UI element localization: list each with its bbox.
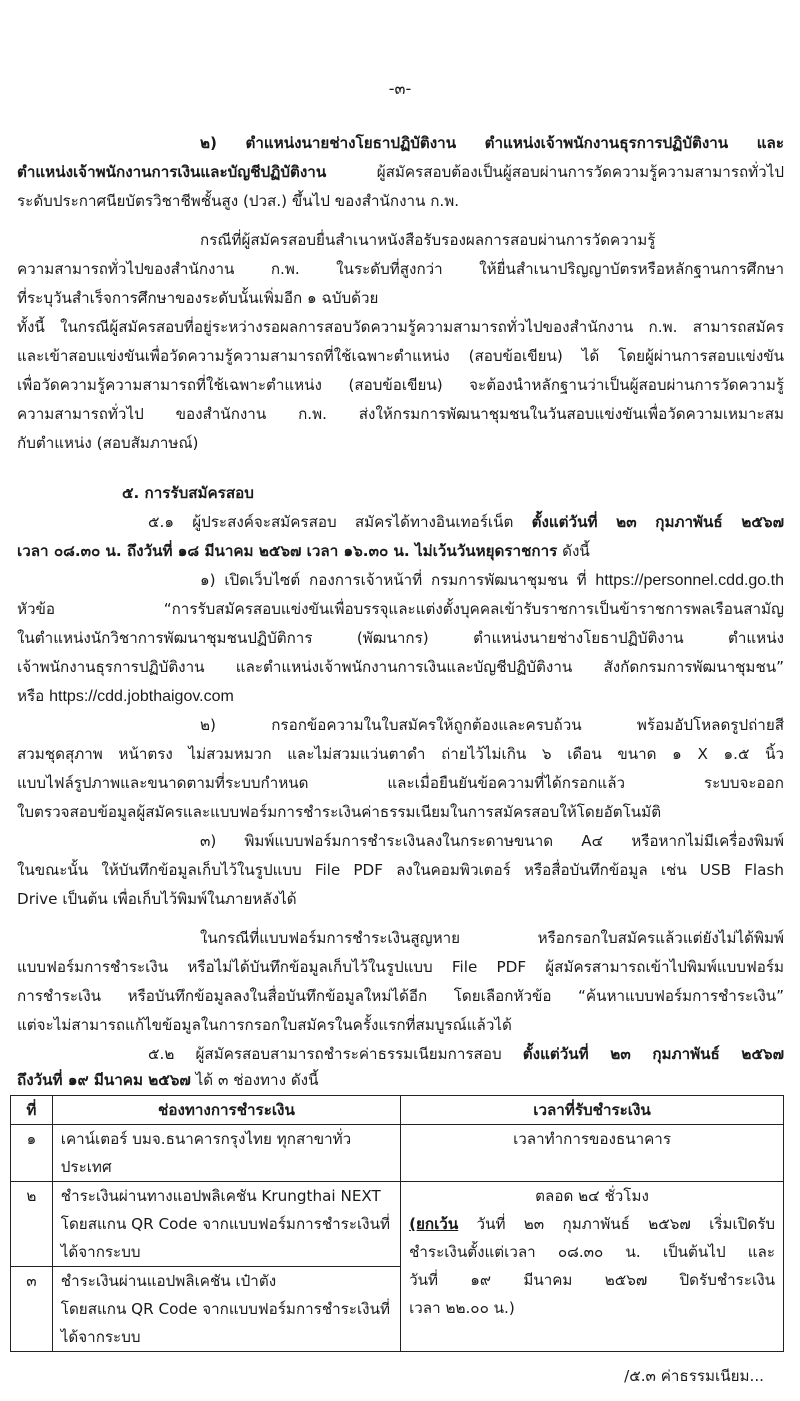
sec2-line-1: ๒) ตำแหน่งนายช่างโยธาปฏิบัติงาน ตำแหน่งเจ้าพนักงานธุรการปฏิบัติงาน และ (200, 134, 784, 152)
next-page-reference: /๕.๓ ค่าธรรมเนียม... (624, 1367, 764, 1385)
row1-time: เวลาทำการของธนาคาร (401, 1125, 784, 1182)
p1-line-2: หัวข้อ “การรับสมัครสอบแข่งขันเพื่อบรรจุและแต่งตั้งบุคคลเข้ารับราชการเป็นข้าราชการพลเรือนสามัญ (17, 600, 784, 618)
personnel-url-link[interactable]: https://personnel.cdd.go.th (595, 572, 784, 589)
p1-line-3: ในตำแหน่งนักวิชาการพัฒนาชุมชนปฏิบัติการ (พัฒนากร) ตำแหน่งนายช่างโยธาปฏิบัติงาน ตำแหน่ง (17, 629, 784, 647)
p2-line-3: แบบไฟล์รูปภาพและขนาดตามที่ระบบกำหนด และเมื่อยืนยันข้อความที่ได้กรอกแล้ว ระบบจะออก (17, 774, 784, 792)
merged-time-cell: ตลอด ๒๔ ชั่วโมง (ยกเว้น วันที่ ๒๓ กุมภาพันธ์ ๒๕๖๗ เริ่มเปิดรับ ชำระเงินตั้งแต่เวลา ๐๘.๓๐ น. เป็นต้นไป และ วันที่ ๑๙ มีนาคม ๒๕๖๗ ปิดรับชำระเงิน เวลา ๒๒.๐๐ น.) (401, 1182, 784, 1352)
p3-line-1: ๓) พิมพ์แบบฟอร์มการชำระเงินลงในกระดาษขนาด A๔ หรือหากไม่มีเครื่องพิมพ์ (200, 832, 784, 850)
table-row (11, 1182, 784, 1267)
p4-line-3: การชำระเงิน หรือบันทึกข้อมูลลงในสื่อบันทึกข้อมูลใหม่ได้อีก โดยเลือกหัวข้อ “ค้นหาแบบฟอร์มการชำระเงิน” (17, 987, 784, 1005)
section-5-heading: ๕. การรับสมัครสอบ (122, 484, 254, 502)
p2-line-4: ใบตรวจสอบข้อมูลผู้สมัครและแบบฟอร์มการชำระเงินค่าธรรมเนียมในการสมัครสอบให้โดยอัตโนมัติ (17, 803, 662, 821)
jobthaigov-url-link[interactable]: https://cdd.jobthaigov.com (49, 688, 234, 705)
p4-line-1: ในกรณีที่แบบฟอร์มการชำระเงินสูญหาย หรือกรอกใบสมัครแล้วแต่ยังไม่ได้พิมพ์ (200, 929, 784, 947)
sec2-line-6: ที่ระบุวันสำเร็จการศึกษาของระดับนั้นเพิ่มอีก ๑ ฉบับด้วย (17, 289, 379, 307)
sec2-line-7: ทั้งนี้ ในกรณีผู้สมัครสอบที่อยู่ระหว่างรอผลการสอบวัดความรู้ความสามารถทั่วไปของสำนักงาน ก.พ. สามารถสมัคร (17, 318, 784, 336)
p1-line-4: เจ้าพนักงานธุรการปฏิบัติงาน และตำแหน่งเจ้าพนักงานการเงินและบัญชีปฏิบัติงาน สังกัดกรมการพัฒนาชุมชน” (17, 658, 784, 676)
sec2-line-10: ความสามารถทั่วไป ของสำนักงาน ก.พ. ส่งให้กรมการพัฒนาชุมชนในวันสอบแข่งขันเพื่อวัดความเหมาะสม (17, 405, 784, 423)
sec2-line-3: ระดับประกาศนียบัตรวิชาชีพชั้นสูง (ปวส.) ขึ้นไป ของสำนักงาน ก.พ. (17, 192, 460, 210)
p4-line-2: แบบฟอร์มการชำระเงิน หรือไม่ได้บันทึกข้อมูลเก็บไว้ในรูปแบบ File PDF ผู้สมัครสามารถเข้าไปพิมพ์แบบฟอร์ม (17, 958, 784, 976)
header-channel: ช่องทางการชำระเงิน (52, 1096, 400, 1125)
p3-line-3: Drive เป็นต้น เพื่อเก็บไว้พิมพ์ในภายหลังได้ (17, 890, 297, 908)
payment-channels-table (10, 1095, 784, 1352)
s52-line-2: ถึงวันที่ ๑๙ มีนาคม ๒๕๖๗ ได้ ๓ ช่องทาง ดังนี้ (17, 1071, 319, 1089)
row1-no: ๑ (11, 1125, 53, 1182)
p2-line-2: สวมชุดสุภาพ หน้าตรง ไม่สวมหมวก และไม่สวมแว่นตาดำ ถ่ายไว้ไม่เกิน ๖ เดือน ขนาด ๑ X ๑.๕ นิ้ว (17, 745, 784, 763)
sec2-line-5: ความสามารถทั่วไปของสำนักงาน ก.พ. ในระดับที่สูงกว่า ให้ยื่นสำเนาปริญญาบัตรหรือหลักฐานการศึกษา (17, 260, 784, 278)
header-time: เวลาที่รับชำระเงิน (401, 1096, 784, 1125)
p1-line-1: ๑) เปิดเว็บไซต์ กองการเจ้าหน้าที่ กรมการพัฒนาชุมชน ที่ https://personnel.cdd.go.th (200, 571, 784, 589)
row3-no: ๓ (11, 1267, 53, 1352)
p3-line-2: ในขณะนั้น ให้บันทึกข้อมูลเก็บไว้ในรูปแบบ File PDF ลงในคอมพิวเตอร์ หรือสื่อบันทึกข้อมูล เช่น USB Flash (17, 861, 784, 879)
sec2-line-2: ตำแหน่งเจ้าพนักงานการเงินและบัญชีปฏิบัติงาน ผู้สมัครสอบต้องเป็นผู้สอบผ่านการวัดความรู้ความสามารถทั่วไป (17, 163, 784, 181)
s52-line-1: ๕.๒ ผู้สมัครสอบสามารถชำระค่าธรรมเนียมการสอบ ตั้งแต่วันที่ ๒๓ กุมภาพันธ์ ๒๕๖๗ (148, 1045, 784, 1063)
row2-no: ๒ (11, 1182, 53, 1267)
sec2-line-8: และเข้าสอบแข่งขันเพื่อวัดความรู้ความสามารถที่ใช้เฉพาะตำแหน่ง (สอบข้อเขียน) ได้ โดยผู้ผ่านการสอบแข่งขัน (17, 347, 784, 365)
p4-line-4: แต่จะไม่สามารถแก้ไขข้อมูลในการกรอกใบสมัครในครั้งแรกที่สมบูรณ์แล้วได้ (17, 1016, 512, 1034)
s51-line-2: เวลา ๐๘.๓๐ น. ถึงวันที่ ๑๘ มีนาคม ๒๕๖๗ เวลา ๑๖.๓๐ น. ไม่เว้นวันหยุดราชการ ดังนี้ (17, 542, 590, 560)
row2-channel: ชำระเงินผ่านทางแอปพลิเคชัน Krungthai NEXT โดยสแกน QR Code จากแบบฟอร์มการชำระเงินที่ ได้จากระบบ (52, 1182, 400, 1267)
p2-line-1: ๒) กรอกข้อความในใบสมัครให้ถูกต้องและครบถ้วน พร้อมอัปโหลดรูปถ่ายสี (200, 716, 784, 734)
table-header-row (11, 1096, 784, 1125)
sec2-line-11: กับตำแหน่ง (สอบสัมภาษณ์) (17, 434, 199, 452)
sec2-line-4: กรณีที่ผู้สมัครสอบยื่นสำเนาหนังสือรับรองผลการสอบผ่านการวัดความรู้ (200, 231, 656, 249)
s51-line-1: ๕.๑ ผู้ประสงค์จะสมัครสอบ สมัครได้ทางอินเทอร์เน็ต ตั้งแต่วันที่ ๒๓ กุมภาพันธ์ ๒๕๖๗ (148, 513, 784, 531)
p1-line-5: หรือ https://cdd.jobthaigov.com (17, 687, 234, 705)
row3-channel: ชำระเงินผ่านแอปพลิเคชัน เป๋าตัง โดยสแกน QR Code จากแบบฟอร์มการชำระเงินที่ ได้จากระบบ (52, 1267, 400, 1352)
header-no: ที่ (11, 1096, 53, 1125)
row1-channel: เคาน์เตอร์ บมจ.ธนาคารกรุงไทย ทุกสาขาทั่วประเทศ (52, 1125, 400, 1182)
table-row (11, 1125, 784, 1182)
sec2-line-9: เพื่อวัดความรู้ความสามารถที่ใช้เฉพาะตำแหน่ง (สอบข้อเขียน) จะต้องนำหลักฐานว่าเป็นผู้สอบผ่านการวัดความรู้ (17, 376, 784, 394)
page-number: -๓- (388, 79, 412, 98)
